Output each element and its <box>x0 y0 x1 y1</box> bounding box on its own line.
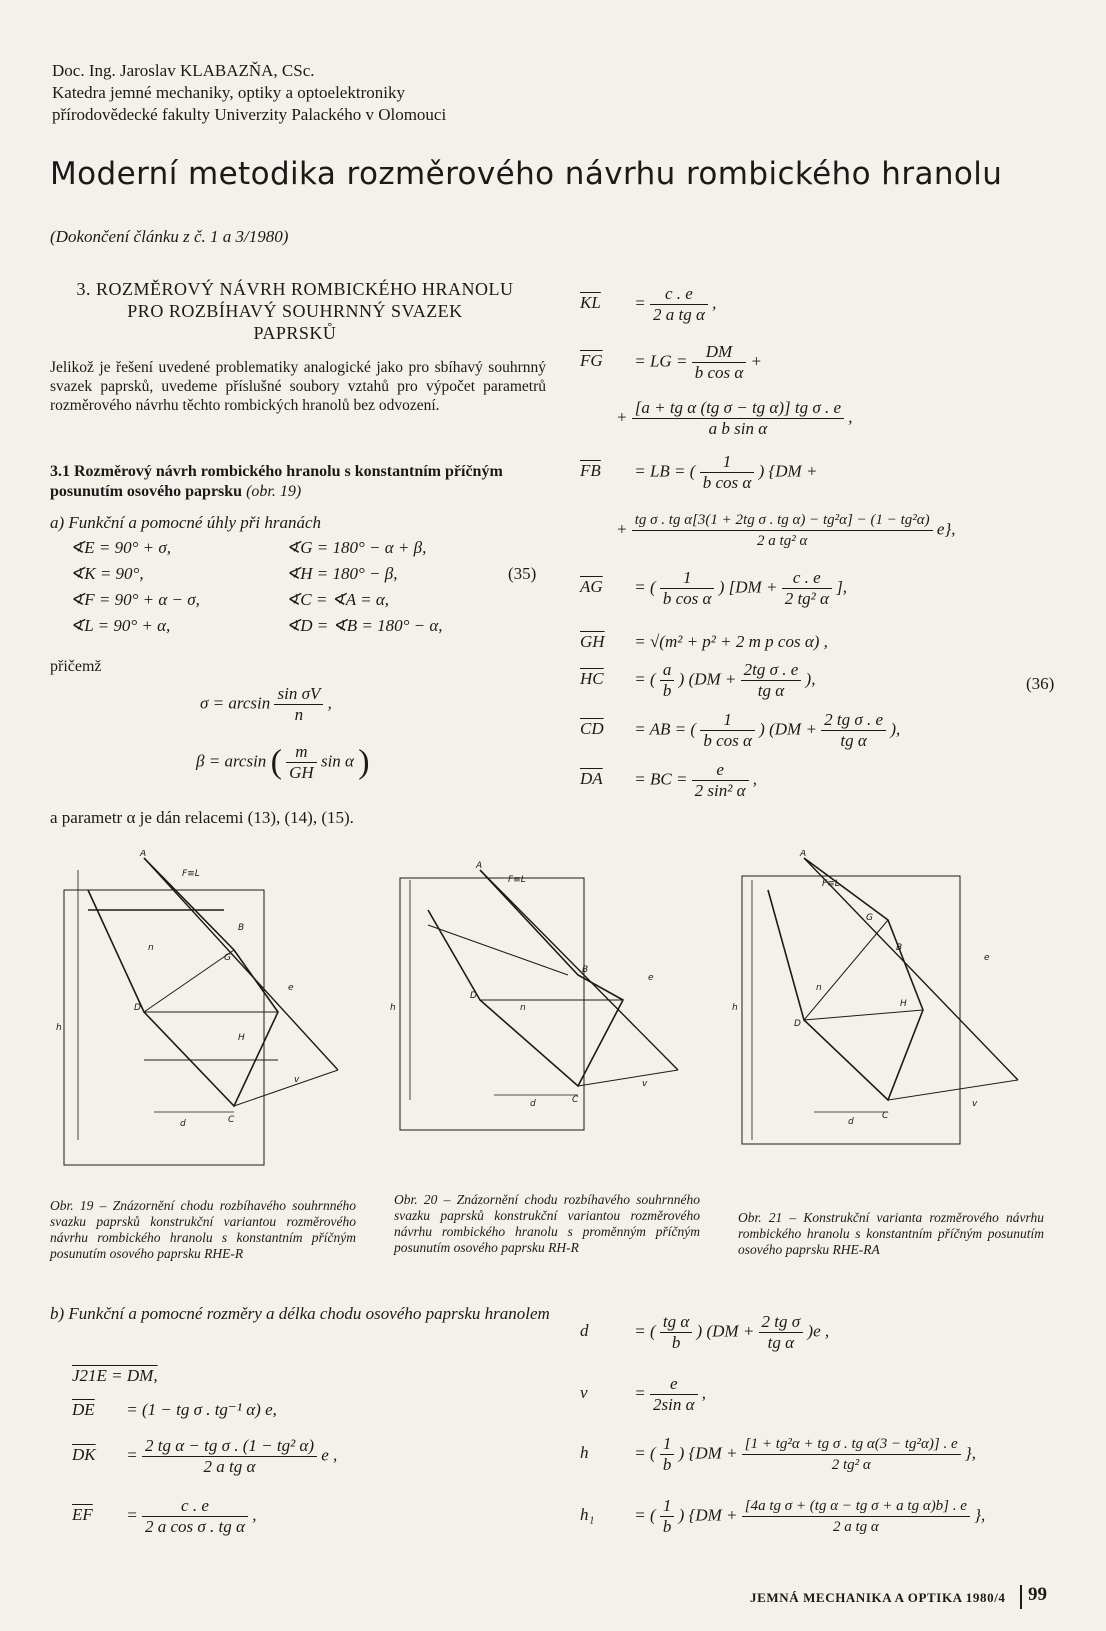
intro-paragraph: Jelikož je řešení uvedené problematiky analogické jako pro sbíhavý souhrnný svazek paprsků, uvedeme příslušné soubory vztahů pro výpočet parametrů rozměrového návrhu těchto rombických hranolů bez odvození. <box>50 359 546 414</box>
sigma-numerator: sin σV <box>277 684 321 703</box>
fig20-label-n: n <box>520 1003 526 1013</box>
eq-d: d = ( $\frac{\text{tg α}}{b}$ ) (DM + $\frac{\text{2 tg σ}}{\text{tg α}}$ )e , <box>580 1312 830 1352</box>
figure-19-diagram <box>56 850 338 1165</box>
author-affiliation-2: přírodovědecké fakulty Univerzity Palackého v Olomouci <box>52 105 447 124</box>
eq-DE: $\overline{DE} = (1$ − tg σ . tg⁻¹ α) e, <box>72 1400 277 1419</box>
fig20-label-d: d <box>530 1099 536 1109</box>
angle-K: ∢K = 90°, <box>70 564 144 583</box>
angle-E: ∢E = 90° + σ, <box>70 538 172 557</box>
fig21-label-A: A <box>800 850 807 859</box>
figure-20-diagram <box>390 861 678 1130</box>
figure-21-caption: Obr. 21 – Konstrukční varianta rozměrového návrhu rombického hranolu s konstantním příčným posunutím osového paprsku RHE-RA <box>738 1210 1044 1257</box>
fig19-label-D: D <box>134 1003 141 1013</box>
beta-tail: sin α <box>320 751 354 771</box>
eq-v: v = $\frac{e}{\text{2sin α}}$ , <box>580 1374 706 1414</box>
author-affiliation-1: Katedra jemné mechaniky, optiky a optoelektroniky <box>52 83 405 102</box>
fig21-label-G: G <box>866 913 873 923</box>
parameter-text: a parametr α je dán relacemi (13), (14), (15). <box>50 808 354 827</box>
angle-L: ∢L = 90° + α, <box>70 616 171 635</box>
fig21-label-n: n <box>816 983 822 993</box>
equation-number-36: (36) <box>1026 674 1055 693</box>
figures-panel <box>48 850 1058 1195</box>
eq-DK: $\overline{DK}$ = $\frac{\text{2 tg α − tg σ . (1 − tg² α)}}{\text{2 a tg α}}$ e , <box>72 1436 338 1476</box>
fig19-label-FL: F≡L <box>182 869 200 879</box>
page-number: 99 <box>1028 1584 1047 1605</box>
fig19-label-h: h <box>56 1023 62 1033</box>
fig19-label-n: n <box>148 943 154 953</box>
beta-denominator: GH <box>286 762 317 783</box>
eq-FB-cont: + $\frac{\text{tg σ . tg α[3(1 + 2tg σ . tg α) − tg²α] − (1 − tg²α)}}{\text{2 a tg² α}}$ e}, <box>616 512 956 549</box>
sigma-lhs: σ = arcsin <box>200 693 271 713</box>
fig20-label-C: C <box>572 1095 579 1105</box>
angle-F: ∢F = 90° + α − σ, <box>70 590 200 609</box>
footer-divider <box>1020 1585 1022 1609</box>
fig19-label-d: d <box>180 1119 186 1129</box>
eq-AG: $\overline{AG}$ = ( $\frac{1}{\text{b cos α}}$ ) [DM + $\frac{c . e}{\text{2 tg² α}}$ ], <box>580 568 848 608</box>
eq-EF: $\overline{EF}$ = $\frac{c . e}{\text{2 a cos σ . tg α}}$ , <box>72 1496 257 1536</box>
beta-equation: β = arcsin ( $\frac{m}{GH}$ sin α ) <box>196 742 370 782</box>
subsection-figure-ref: (obr. 19) <box>246 483 302 500</box>
eq-DA: $\overline{DA}$ = BC = $\frac{e}{\text{2 sin² α}}$ , <box>580 760 758 800</box>
author-name: Doc. Ing. Jaroslav KLABAZŇA, CSc. <box>52 61 315 80</box>
journal-footer: JEMNÁ MECHANIKA A OPTIKA 1980/4 <box>750 1590 1006 1605</box>
section-heading-line-1: 3. ROZMĚROVÝ NÁVRH ROMBICKÉHO HRANOLU <box>76 279 514 299</box>
angle-C: ∢C = ∢A = α, <box>286 590 390 609</box>
angles-block <box>50 538 550 642</box>
fig20-label-e: e <box>648 973 654 983</box>
fig20-label-D: D <box>470 991 477 1001</box>
eq-h: h = ( $\frac{1}{b}$ ) {DM + $\frac{\text{[1 + tg²α + tg σ . tg α(3 − tg²α)] . e}}{\text{2 tg² α}}$ }, <box>580 1434 976 1474</box>
figure-21-diagram <box>732 850 1018 1144</box>
fig19-label-e: e <box>288 983 294 993</box>
item-b-heading: b) Funkční a pomocné rozměry a délka chodu osového paprsku hranolem <box>50 1304 550 1323</box>
fig19-label-v: v <box>294 1075 300 1085</box>
angle-H: ∢H = 180° − β, <box>286 564 398 583</box>
beta-fraction <box>286 742 317 783</box>
article-title: Moderní metodika rozměrového návrhu rombického hranolu <box>50 156 1003 192</box>
author-block <box>52 60 652 126</box>
eq-h1: h₁ = ( $\frac{1}{b}$ ) {DM + $\frac{\text{[4a tg σ + (tg α − tg σ + a tg α)b] . e}}{\text{2 a tg α}}$ }, <box>580 1496 986 1536</box>
eq-FG: $\overline{FG}$ = LG = $\frac{DM}{\text{b cos α}}$ + <box>580 342 763 382</box>
fig21-label-B: B <box>896 943 903 953</box>
eq-FB: $\overline{FB}$ = LB = ( $\frac{1}{\text{b cos α}}$ ) {DM + <box>580 452 818 492</box>
fig21-label-h: h <box>732 1003 738 1013</box>
eq-GH: $\overline{GH} = √(m^2 + p^2 + 2$ m p cos α) , <box>580 632 828 651</box>
eq-HC: $\overline{HC}$ = ( $\frac{a}{b}$ ) (DM + $\frac{\text{2tg σ . e}}{\text{tg α}}$ ), <box>580 660 816 700</box>
fig19-label-G: G <box>224 953 231 963</box>
sigma-denominator: n <box>274 704 323 725</box>
beta-numerator: m <box>295 742 308 761</box>
fig19-label-C: C <box>228 1115 235 1125</box>
section-heading-line-3: PAPRSKŮ <box>253 323 337 343</box>
figure-19-caption: Obr. 19 – Znázornění chodu rozbíhavého souhrnného svazku paprsků konstrukční variantou rozměrového návrhu rombického hranolu s konstantním příčným posunutím osového paprsku RHE-R <box>50 1198 356 1261</box>
angle-G: ∢G = 180° − α + β, <box>286 538 427 557</box>
item-a-heading: a) Funkční a pomocné úhly při hranách <box>50 513 321 532</box>
sigma-tail: , <box>327 693 332 713</box>
fig20-label-h: h <box>390 1003 396 1013</box>
eq-CD: $\overline{CD}$ = AB = ( $\frac{1}{\text{b cos α}}$ ) (DM + $\frac{\text{2 tg σ . e}}{\text{tg α}}$ ), <box>580 710 901 750</box>
fig20-label-FL: F≡L <box>508 875 526 885</box>
fig19-label-B: B <box>238 923 245 933</box>
fig19-label-H: H <box>238 1033 245 1043</box>
eq-KL: $\overline{KL}$ = $\frac{c . e}{\text{2 a tg α}}$ , <box>580 284 717 324</box>
eq-J21E: J21E = DM, <box>72 1366 158 1385</box>
fig20-label-B: B <box>582 965 589 975</box>
figure-20-caption: Obr. 20 – Znázornění chodu rozbíhavého souhrnného svazku paprsků konstrukční variantou rozměrového návrhu rombického hranolu s proměnným příčným posunutím osového paprsku RH-R <box>394 1192 700 1255</box>
subsection-heading-text: 3.1 Rozměrový návrh rombického hranolu s konstantním příčným posunutím osového paprsku <box>50 463 503 500</box>
equation-number-35: (35) <box>508 564 537 583</box>
fig21-label-D: D <box>794 1019 801 1029</box>
fig21-label-v: v <box>972 1099 978 1109</box>
fig19-label-A: A <box>140 850 147 859</box>
section-heading-line-2: PRO ROZBÍHAVÝ SOUHRNNÝ SVAZEK <box>127 301 463 321</box>
angle-D: ∢D = ∢B = 180° − α, <box>286 616 443 635</box>
article-subtitle: (Dokončení článku z č. 1 a 3/1980) <box>50 227 289 246</box>
subsection-heading <box>50 462 550 502</box>
beta-lhs: β = arcsin <box>196 751 267 771</box>
fig20-label-A: A <box>476 861 483 871</box>
eq-FG-cont: + $\frac{\text{[a + tg α (tg σ − tg α)] tg σ . e}}{\text{a b sin α}}$ , <box>616 398 853 438</box>
section-heading <box>50 278 540 344</box>
fig21-label-FL: F≡L <box>822 879 840 889</box>
fig20-label-v: v <box>642 1079 648 1089</box>
fig21-label-C: C <box>882 1111 889 1121</box>
sigma-equation <box>200 684 332 725</box>
fig21-label-d: d <box>848 1117 854 1127</box>
pricemz-text: přičemž <box>50 658 102 675</box>
fig21-label-e: e <box>984 953 990 963</box>
fig21-label-H: H <box>900 999 907 1009</box>
sigma-fraction <box>274 684 323 725</box>
